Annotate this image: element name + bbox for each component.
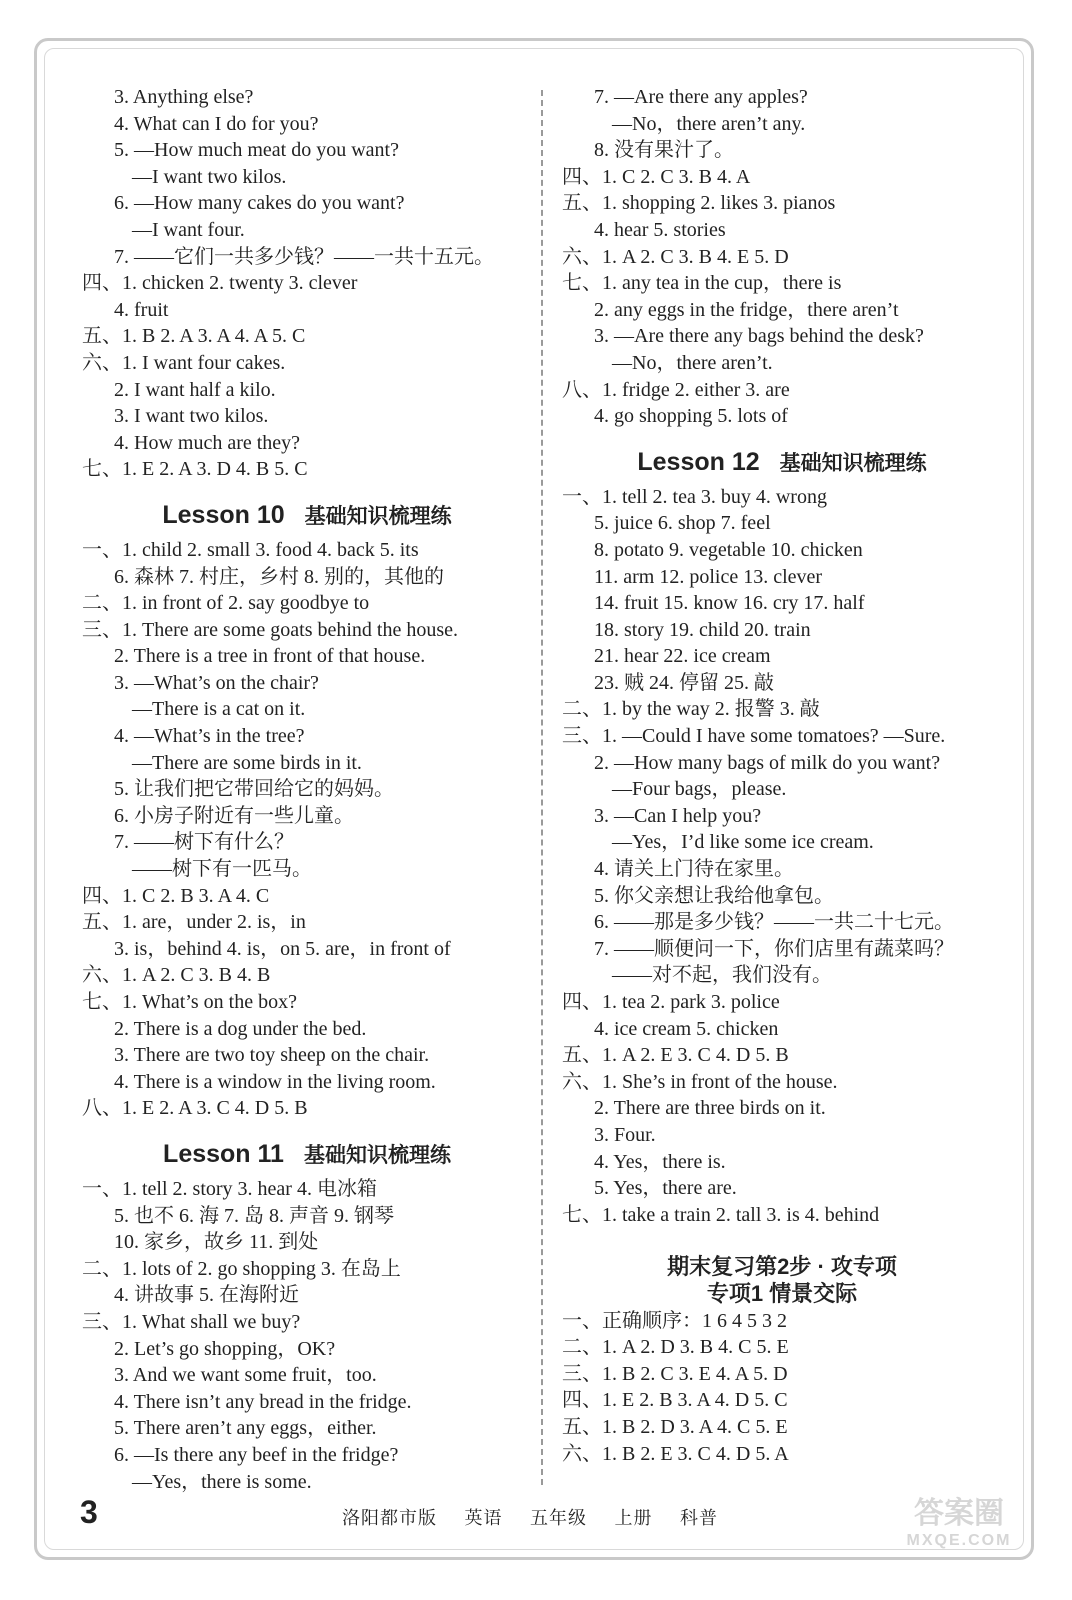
answer-line: —Yes，there is some. [132, 1470, 312, 1493]
answer-line: 2. —How many bags of milk do you want? [594, 751, 941, 774]
answer-line: 5. 让我们把它带回给它的妈妈。 [114, 778, 394, 801]
page-footer [80, 1494, 980, 1534]
answer-line: 五、1. shopping 2. likes 3. pianos [562, 192, 836, 215]
answer-line: 5. 你父亲想让我给他拿包。 [594, 884, 834, 907]
answer-line: 3. is，behind 4. is，on 5. are，in front of [114, 937, 451, 960]
answer-line: 3. —Are there any bags behind the desk? [594, 325, 924, 348]
answer-line: 14. fruit 15. know 16. cry 17. half [594, 592, 865, 615]
section-heading: 期末复习第2步 · 攻专项 [667, 1254, 897, 1280]
answer-line: —Yes，I’d like some ice cream. [612, 831, 874, 854]
answer-line: 4. —What’s in the tree? [114, 725, 305, 748]
lesson-heading [82, 1122, 532, 1176]
answer-line: 五、1. B 2. A 3. A 4. A 5. C [82, 325, 306, 348]
lesson-heading [562, 430, 1002, 484]
answer-line: 10. 家乡，故乡 11. 到处 [114, 1231, 319, 1254]
answer-line: —There are some birds in it. [132, 751, 362, 774]
answer-line: 3. —Can I help you? [594, 804, 762, 827]
answer-line: 11. arm 12. police 13. clever [594, 565, 823, 588]
answer-line: 4. There isn’t any bread in the fridge. [114, 1390, 412, 1413]
answer-line: 4. ice cream 5. chicken [594, 1017, 779, 1040]
lesson-subtitle: 基础知识梳理练 [779, 451, 927, 475]
edition-label: 洛阳都市版 [342, 1508, 437, 1528]
answer-line: 七、1. any tea in the cup，there is [562, 272, 842, 295]
answer-line: 四、1. tea 2. park 3. police [562, 991, 780, 1013]
answer-line: 六、1. She’s in front of the house. [562, 1070, 838, 1093]
answer-line: 7. ——树下有什么？ [114, 831, 294, 854]
answer-line: 5. juice 6. shop 7. feel [594, 512, 771, 535]
answer-line: —No，there aren’t any. [612, 112, 806, 135]
answer-line: 8. potato 9. vegetable 10. chicken [594, 538, 863, 561]
grade-label: 五年级 [530, 1508, 587, 1528]
answer-line: —Four bags，please. [612, 778, 787, 801]
answer-line: 5. Yes，there are. [594, 1177, 737, 1200]
answer-line: 三、1. B 2. C 3. E 4. A 5. D [562, 1362, 788, 1385]
answer-line: 4. 讲故事 5. 在海附近 [114, 1284, 299, 1307]
answer-line: 四、1. C 2. C 3. B 4. A [562, 165, 751, 188]
watermark-url: MXQE.COM [906, 1532, 1012, 1549]
answer-line: 4. 请关上门待在家里。 [594, 858, 794, 881]
answer-line: 六、1. B 2. E 3. C 4. D 5. A [562, 1442, 789, 1465]
answer-line: 2. Let’s go shopping，OK? [114, 1337, 336, 1360]
answer-line: 7. ——它们一共多少钱？——一共十五元。 [114, 245, 494, 268]
answer-line: 5. There aren’t any eggs，either. [114, 1417, 377, 1440]
answer-line: 2. There is a tree in front of that house. [114, 645, 426, 668]
answer-line: 六、1. A 2. C 3. B 4. B [82, 964, 271, 987]
answer-line: 4. What can I do for you? [114, 112, 319, 135]
answer-line: 6. —Is there any beef in the fridge? [114, 1443, 399, 1466]
answer-line: 6. —How many cakes do you want? [114, 192, 405, 215]
answer-line: ——树下有一匹马。 [132, 858, 312, 881]
answer-line: 6. ——那是多少钱？——一共二十七元。 [594, 911, 954, 934]
answer-line: 7. ——顺便问一下，你们店里有蔬菜吗？ [594, 937, 954, 960]
answer-line: 四、1. E 2. B 3. A 4. D 5. C [562, 1389, 788, 1412]
left-column [82, 84, 532, 1495]
answer-line: 七、1. E 2. A 3. D 4. B 5. C [82, 458, 308, 481]
answer-line: 八、1. E 2. A 3. C 4. D 5. B [82, 1097, 308, 1120]
answer-line: 5. 也不 6. 海 7. 岛 8. 声音 9. 钢琴 [114, 1204, 394, 1227]
page-number: 3 [80, 1494, 98, 1530]
section-heading: 专项1 情景交际 [706, 1280, 858, 1306]
subject-label: 英语 [464, 1508, 503, 1528]
answer-line: 8. 没有果汁了。 [594, 139, 734, 162]
answer-line: 五、1. B 2. D 3. A 4. C 5. E [562, 1415, 788, 1438]
answer-line: 七、1. take a train 2. tall 3. is 4. behind [562, 1203, 880, 1226]
answer-line: —There is a cat on it. [132, 698, 306, 721]
answer-line: 八、1. fridge 2. either 3. are [562, 378, 790, 401]
right-column [562, 84, 1002, 1467]
answer-line: 五、1. are，under 2. is，in [82, 911, 306, 934]
answer-line: 3. There are two toy sheep on the chair. [114, 1044, 430, 1067]
answer-line: 4. go shopping 5. lots of [594, 405, 788, 428]
answer-line: —I want two kilos. [132, 165, 287, 188]
answer-line: 2. There are three birds on it. [594, 1097, 826, 1120]
answer-line: 二、1. lots of 2. go shopping 3. 在岛上 [82, 1257, 401, 1280]
column-divider [541, 90, 543, 1485]
lesson-heading [82, 483, 532, 537]
volume-label: 上册 [614, 1508, 653, 1528]
answer-line: 3. I want two kilos. [114, 405, 269, 428]
answer-line: 3. —What’s on the chair? [114, 671, 319, 694]
answer-line: 四、1. C 2. B 3. A 4. C [82, 884, 270, 907]
answer-line: —I want four. [132, 218, 245, 241]
answer-line: 18. story 19. child 20. train [594, 618, 811, 641]
answer-line: 21. hear 22. ice cream [594, 645, 771, 668]
answer-line: 4. Yes，there is. [594, 1150, 726, 1173]
answer-line: 六、1. A 2. C 3. B 4. E 5. D [562, 245, 789, 268]
answer-line: 3. Anything else? [114, 86, 254, 108]
answer-line: 一、正确顺序：1 6 4 5 3 2 [562, 1309, 787, 1332]
answer-line: 4. hear 5. stories [594, 218, 726, 241]
lesson-subtitle: 基础知识梳理练 [304, 504, 452, 528]
answer-line: 一、1. child 2. small 3. food 4. back 5. its [82, 538, 419, 561]
answer-line: 二、1. by the way 2. 报警 3. 敲 [562, 698, 820, 721]
answer-line: 4. There is a window in the living room. [114, 1070, 436, 1093]
answer-line: ——对不起，我们没有。 [612, 964, 832, 987]
lesson-subtitle: 基础知识梳理练 [303, 1143, 451, 1167]
footer-meta [342, 1504, 740, 1530]
publisher-label: 科普 [680, 1508, 718, 1528]
watermark-text: 答案圈 [914, 1497, 1004, 1530]
answer-line: 3. And we want some fruit，too. [114, 1364, 377, 1387]
answer-line: 2. I want half a kilo. [114, 378, 276, 401]
answer-line: 五、1. A 2. E 3. C 4. D 5. B [562, 1044, 789, 1067]
answer-line: 一、1. tell 2. tea 3. buy 4. wrong [562, 485, 827, 508]
lesson-title: Lesson 11 [163, 1139, 284, 1168]
answer-line: —No，there aren’t. [612, 351, 773, 374]
answer-line: 三、1. There are some goats behind the house. [82, 618, 459, 641]
answer-line: 二、1. A 2. D 3. B 4. C 5. E [562, 1336, 789, 1359]
answer-line: 5. —How much meat do you want? [114, 139, 399, 162]
answer-line: 6. 小房子附近有一些儿童。 [114, 804, 354, 827]
watermark-logo [884, 1496, 1034, 1560]
answer-line: 三、1. —Could I have some tomatoes? —Sure. [562, 725, 946, 748]
answer-line: 6. 森林 7. 村庄，乡村 8. 别的，其他的 [114, 565, 444, 588]
lesson-title: Lesson 10 [162, 500, 285, 529]
answer-line: 七、1. What’s on the box? [82, 991, 297, 1013]
answer-line: 三、1. What shall we buy? [82, 1310, 301, 1333]
answer-line: 3. Four. [594, 1123, 656, 1146]
answer-line: 四、1. chicken 2. twenty 3. clever [82, 272, 358, 295]
answer-line: 2. There is a dog under the bed. [114, 1017, 367, 1040]
answer-line: 7. —Are there any apples? [594, 86, 808, 108]
answer-line: 一、1. tell 2. story 3. hear 4. 电冰箱 [82, 1177, 377, 1200]
answer-line: 4. fruit [114, 298, 169, 321]
answer-line: 二、1. in front of 2. say goodbye to [82, 592, 370, 615]
answer-line: 六、1. I want four cakes. [82, 351, 286, 374]
answer-line: 23. 贼 24. 停留 25. 敲 [594, 671, 774, 694]
answer-line: 2. any eggs in the fridge，there aren’t [594, 298, 899, 321]
answer-line: 4. How much are they? [114, 431, 301, 454]
lesson-title: Lesson 12 [637, 447, 760, 476]
